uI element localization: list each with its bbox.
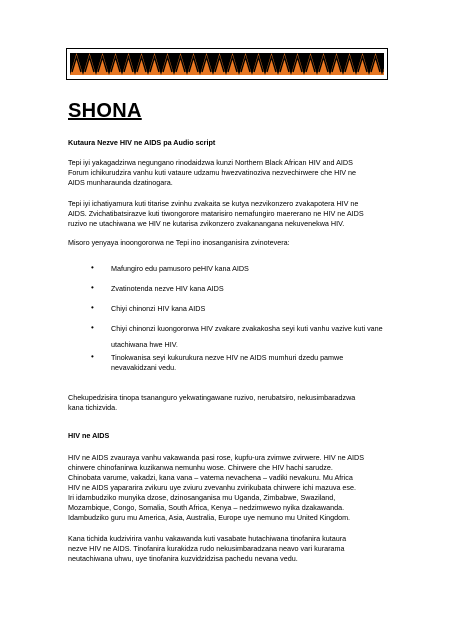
paragraph-line: AIDS. Zvichatibatsirazve kuti tiwongorore matarisiro nemafungiro maererano ne HIV ne AIDS [68,209,364,218]
paragraph-line: Tepi iyi ichatiyamura kuti titarise zvinhu zvakaita se kutya nezvikonzero zvakapotera HIV ne [68,199,359,208]
document-heading: SHONA [68,100,142,122]
paragraph-line: HIV ne AIDS zvauraya vanhu vakawanda pasi rose, kupfu-ura zvimwe zvirwere. HIV ne AIDS [68,453,365,462]
paragraph-line: Chinobata varume, vakadzi, kana vana – vatema nevachena – vadiki nevakuru. Mu Africa [68,473,353,482]
paragraph-line: neutachiwana uhwu, uye tinofanira kuzvidzidzisa pachedu nevana vedu. [68,554,298,563]
paragraph-line: Idambudziko guru mu America, Asia, Australia, Europe uye nemuno mu United Kingdom. [68,513,351,522]
bullet-icon: • [91,303,94,312]
bullet-icon: • [91,263,94,272]
paragraph-line: nezve HIV ne AIDS. Tinofanira kurakidza rudo nekusimbaradzana neavo vari kurarama [68,544,345,553]
hiv-aids-paragraph [68,453,398,523]
paragraph-line: kana tichizvida. [68,403,118,412]
second-paragraph [68,199,398,229]
intro-line: Forum ichikurudzira vanhu kuti vataure udzamu hwezvatinoziva nezvechirwere che HIV ne [68,168,357,177]
list-item-line: Tinokwanisa seyi kukurukura nezve HIV ne AIDS mumhuri dzedu pamwe [111,353,344,362]
prevention-paragraph [68,534,398,564]
paragraph-line: HIV ne AIDS yapararira zvikuru uye zviuru zvevanhu zvirikubata chirwere ichi mazuva ese. [68,483,357,492]
topics-intro: Misoro yenyaya inoongororwa ne Tepi ino inosanganisira zvinotevera: [68,238,290,247]
list-item-text: Mafungiro edu pamusoro peHIV kana AIDS [111,264,249,273]
paragraph-line: ruzivo ne utachiwana we HIV ne kutarisa zvikonzero zvakanangana nekuvenekwa HIV. [68,219,345,228]
list-item-text: Chiyi chinonzi HIV kana AIDS [111,304,206,313]
paragraph-line: Chekupedzisira tinopa tsananguro yekwatingawane ruzivo, nerubatsiro, nekusimbaradzwa [68,393,356,402]
list-item-text: Zvatinotenda nezve HIV kana AIDS [111,284,224,293]
list-item-line: nevavakidzani vedu. [111,363,177,372]
list-item-text [111,324,401,350]
bullet-icon: • [91,283,94,292]
bullet-icon: • [91,352,94,361]
intro-line: AIDS munharaunda dzatinogara. [68,178,173,187]
document-subtitle: Kutaura Nezve HIV ne AIDS pa Audio script [68,138,216,147]
closing-paragraph [68,393,398,413]
intro-paragraph [68,158,398,188]
paragraph-line: Kana tichida kudzivirira vanhu vakawanda kuti vasabate hutachiwana tinofanira kutaura [68,534,347,543]
section-heading: HIV ne AIDS [68,431,110,440]
decorative-banner [66,48,388,80]
paragraph-line: Iri idambudziko munyika dzose, dzinosanganisa mu Uganda, Zimbabwe, Swaziland, [68,493,336,502]
bullet-icon: • [91,323,94,332]
paragraph-line: chirwere chinofanirwa kuzikanwa nemunhu wose. Chirwere che HIV hachi sarudze. [68,463,333,472]
list-item-line: Chiyi chinonzi kuongororwa HIV zvakare zvakakosha seyi kuti vanhu vazive kuti vane [111,324,383,333]
intro-line: Tepi iyi yakagadzirwa negungano rinodaidzwa kunzi Northern Black African HIV and AIDS [68,158,353,167]
paragraph-line: Mozambique, Congo, Somalia, South Africa, Kenya – nedzimwewo nyika dzakawanda. [68,503,345,512]
zigzag-border-icon [70,53,384,75]
list-item-text [111,353,401,373]
list-item-line: utachiwana hwe HIV. [111,340,178,349]
